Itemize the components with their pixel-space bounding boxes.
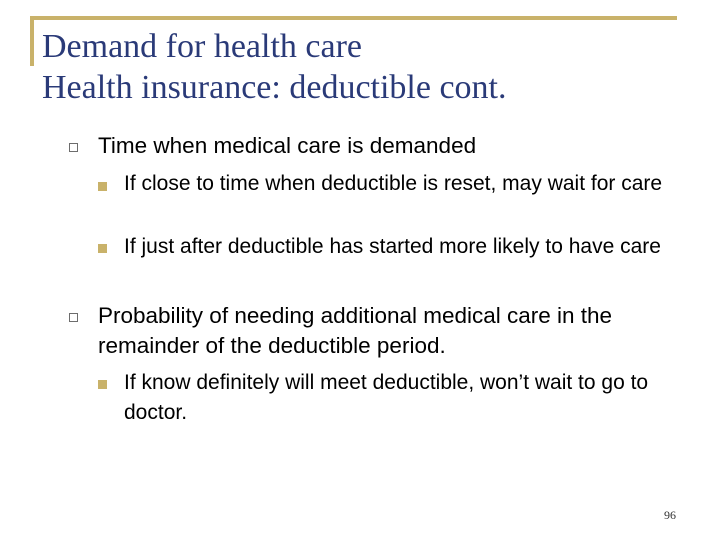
frame-top-rule bbox=[30, 16, 677, 20]
bullet-item-1: Time when medical care is demanded bbox=[98, 133, 477, 158]
sub-bullet-2-1: If know definitely will meet deductible, won’t wait to go to doctor. bbox=[124, 371, 649, 424]
filled-square-icon bbox=[98, 182, 107, 191]
filled-square-icon bbox=[98, 244, 107, 253]
sub-bullet-1-2: If just after deductible has started more likely to have care bbox=[124, 235, 661, 258]
sub-bullet-1-1: If close to time when deductible is reset, may wait for care bbox=[124, 172, 663, 195]
title-line-2: Health insurance: deductible cont. bbox=[42, 69, 507, 106]
title-line-1: Demand for health care bbox=[42, 28, 362, 65]
slide-title bbox=[42, 26, 507, 108]
page-number: 96 bbox=[664, 508, 676, 522]
frame-left-rule bbox=[30, 16, 34, 66]
hollow-square-icon bbox=[69, 143, 78, 152]
filled-square-icon bbox=[98, 380, 107, 389]
hollow-square-icon bbox=[69, 313, 78, 322]
bullet-item-2: Probability of needing additional medical care in the remainder of the deductible period. bbox=[98, 303, 613, 358]
